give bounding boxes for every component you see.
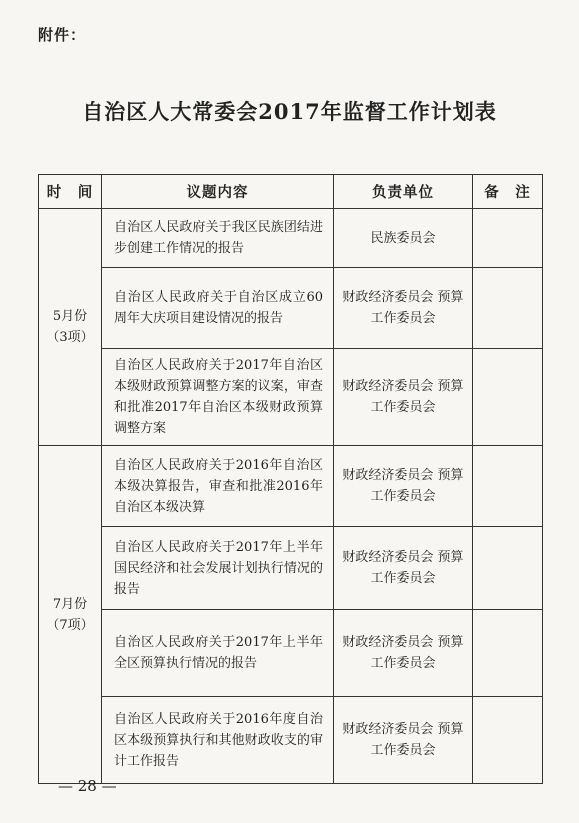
supervision-plan-table — [38, 174, 543, 784]
period-count: （3项） — [46, 330, 94, 345]
unit-cell: 财政经济委员会 预算工作委员会 — [334, 610, 473, 697]
header-topic: 议题内容 — [102, 175, 334, 209]
table-row — [39, 527, 543, 610]
topic-cell: 自治区人民政府关于我区民族团结进步创建工作情况的报告 — [102, 209, 334, 268]
period-may — [39, 209, 102, 446]
unit-cell: 财政经济委员会 预算工作委员会 — [334, 697, 473, 784]
topic-cell: 自治区人民政府关于2017年上半年国民经济和社会发展计划执行情况的报告 — [102, 527, 334, 610]
period-count: （7项） — [46, 617, 94, 633]
header-note: 备 注 — [473, 175, 543, 209]
topic-cell: 自治区人民政府关于2016年自治区本级决算报告，审查和批准2016年自治区本级决算 — [102, 446, 334, 527]
note-cell — [473, 697, 543, 784]
table-row — [39, 697, 543, 784]
period-month: 7月份 — [52, 596, 88, 612]
period-july — [39, 446, 102, 784]
note-cell — [473, 610, 543, 697]
note-cell — [473, 268, 543, 349]
table-header-row — [39, 175, 543, 209]
note-cell — [473, 446, 543, 527]
table-row — [39, 349, 543, 446]
note-cell — [473, 209, 543, 268]
header-time: 时 间 — [39, 175, 102, 209]
unit-cell: 财政经济委员会 预算工作委员会 — [334, 446, 473, 527]
page-number: — 28 — — [58, 777, 117, 795]
topic-cell: 自治区人民政府关于2016年度自治区本级预算执行和其他财政收支的审计工作报告 — [102, 697, 334, 784]
note-cell — [473, 527, 543, 610]
attachment-label: 附件： — [38, 26, 87, 44]
table-row — [39, 446, 543, 527]
topic-cell: 自治区人民政府关于自治区成立60周年大庆项目建设情况的报告 — [102, 268, 334, 349]
document-title: 自治区人大常委会2017年监督工作计划表 — [82, 99, 497, 124]
table-row — [39, 209, 543, 268]
unit-cell: 财政经济委员会 预算工作委员会 — [334, 349, 473, 446]
unit-cell: 财政经济委员会 预算工作委员会 — [334, 527, 473, 610]
topic-cell: 自治区人民政府关于2017年上半年全区预算执行情况的报告 — [102, 610, 334, 697]
header-unit: 负责单位 — [334, 175, 473, 209]
note-cell — [473, 349, 543, 446]
period-month: 5月份 — [52, 309, 88, 324]
topic-cell: 自治区人民政府关于2017年自治区本级财政预算调整方案的议案，审查和批准2017年自治区本级财政预算调整方案 — [102, 349, 334, 446]
table-row — [39, 268, 543, 349]
table-row — [39, 610, 543, 697]
unit-cell: 财政经济委员会 预算工作委员会 — [334, 268, 473, 349]
unit-cell: 民族委员会 — [334, 209, 473, 268]
